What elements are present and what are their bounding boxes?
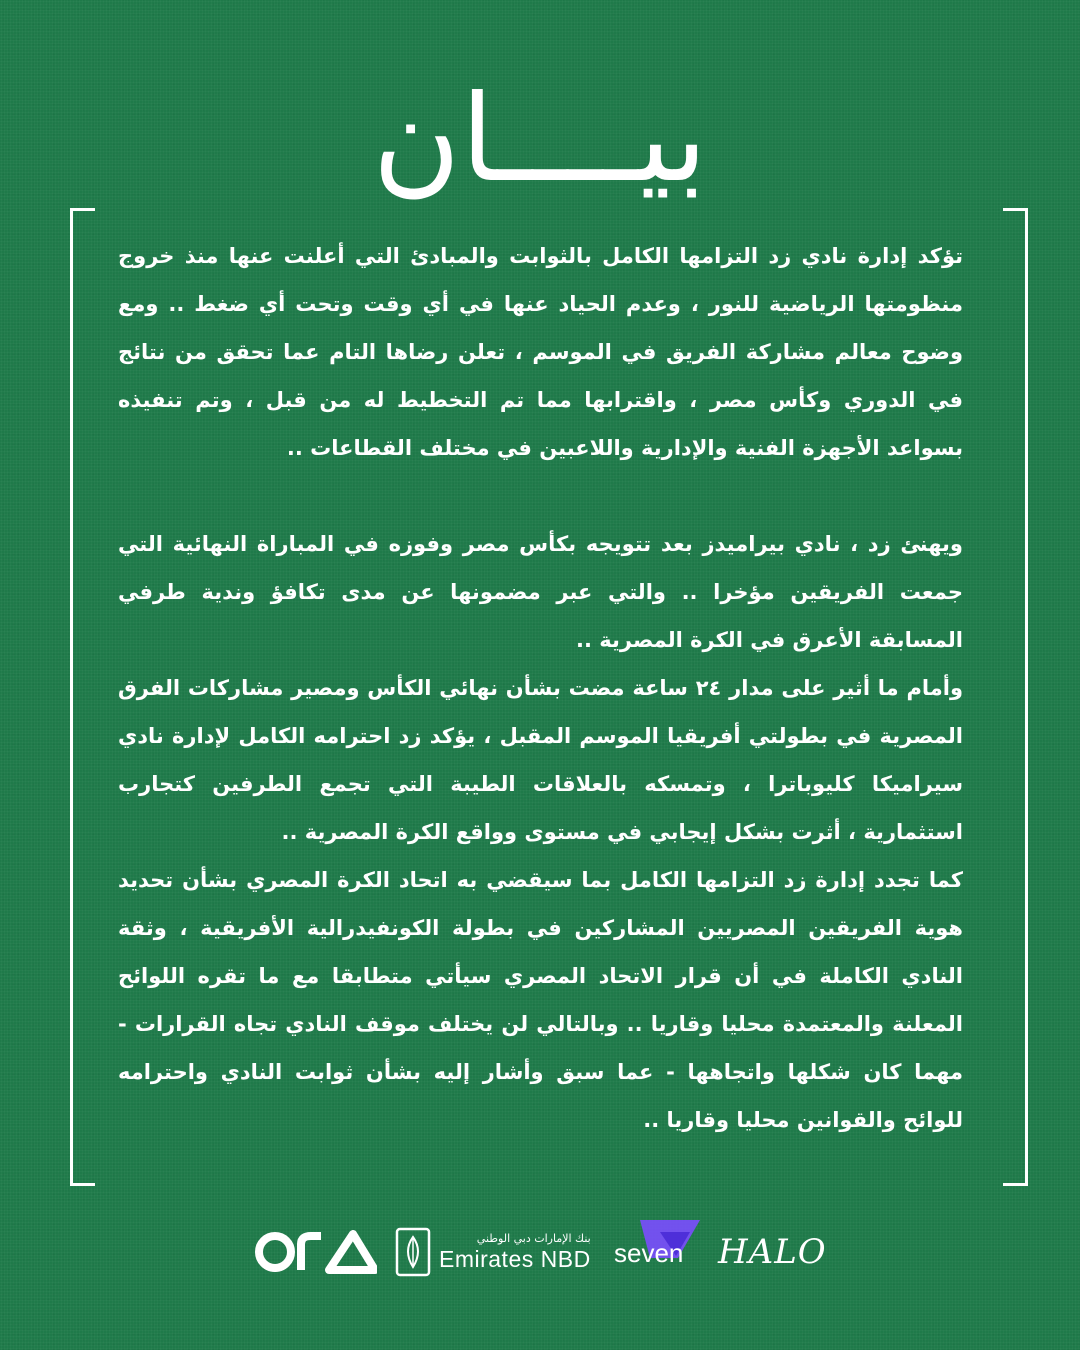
statement-title: بيــــان (372, 70, 708, 209)
paragraph-4: كما تجدد إدارة زد التزامها الكامل بما سيقضي به اتحاد الكرة المصري بشأن تحديد هوية الفريقين المصريين المشاركين في بطولة الكونفيدرالية الأفريقية ، وثقة النادي الكاملة في أن قرار الاتحاد المصري سيأتي متطابقا مع ما تقره اللوائح المعلنة والمعتمدة محليا وقاريا .. وبالتالي لن يختلف موقف النادي تجاه القرارات - مهما كان شكلها واتجاهها - عما سبق وأشار إليه بشأن ثوابت النادي واحترامه للوائح والقوانين محليا وقاريا .. (118, 868, 963, 1132)
paragraph-1: تؤكد إدارة نادي زد التزامها الكامل بالثوابت والمبادئ التي أعلنت عنها منذ خروج منظومتها الرياضية للنور ، وعدم الحياد عنها في أي وقت وتحت أي ضغط .. ومع وضوح معالم مشاركة الفريق في الموسم ، تعلن رضاها التام عما تحقق من نتائج في الدوري وكأس مصر ، واقترابها مما تم التخطيط له من قبل ، وتم تنفيذه بسواعد الأجهزة الفنية والإدارية واللاعبين في مختلف القطاعات .. (118, 244, 963, 460)
halo-wordmark: HALO (718, 1232, 827, 1272)
sponsor-bar (0, 1212, 1080, 1292)
frame-left-bracket (70, 208, 95, 1186)
paragraph-3: وأمام ما أثير على مدار ٢٤ ساعة مضت بشأن نهائي الكأس ومصير مشاركات الفرق المصرية في بطولتي أفريقيا الموسم المقبل ، يؤكد زد احترامه الكامل لإدارة نادي سيراميكا كليوباترا ، وتمسكه بالعلاقات الطيبة التي تجمع الطرفين كتجارب استثمارية ، أثرت بشكل إيجابي في مستوى وواقع الكرة المصرية .. (118, 676, 963, 844)
halo-logo (718, 1212, 828, 1292)
nbd-arabic-name: بنك الإمارات دبي الوطني (476, 1232, 591, 1245)
emirates-nbd-logo (395, 1212, 600, 1292)
nbd-emblem-icon (395, 1227, 431, 1277)
seven-wordmark: seven (614, 1238, 684, 1268)
ora-logo (255, 1212, 377, 1292)
paragraph-2: ويهنئ زد ، نادي بيراميدز بعد تتويجه بكأس مصر وفوزه في المباراة النهائية التي جمعت الفريقين مؤخرا .. والتي عبر مضمونها عن مدى تكافؤ وندية طرفي المسابقة الأعرق في الكرة المصرية .. (118, 532, 963, 652)
nbd-english-name: Emirates NBD (439, 1246, 591, 1272)
seven-logo (610, 1212, 705, 1292)
frame-right-bracket (1003, 208, 1028, 1186)
statement-body (118, 232, 963, 1144)
